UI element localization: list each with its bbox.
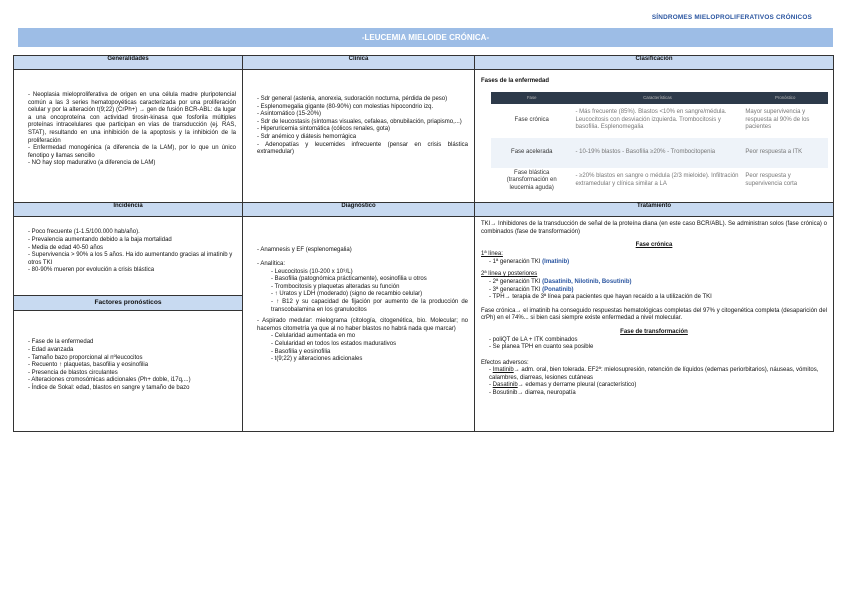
list-item <box>489 287 827 295</box>
fase-name: Fase acelerada <box>491 138 572 168</box>
list-item: - Hiperuricemia sintomática (cólicos renales, gota) <box>257 126 468 134</box>
drug-generation: 3ª generación TKI <box>492 286 541 293</box>
list-item: - Media de edad 40-50 años <box>28 245 236 253</box>
list-item: - ↑ B12 y su capacidad de fijación por aumento de la producción de transcobalamina en los granulocitos <box>271 299 468 314</box>
drug-generation: 1ª generación TKI <box>492 258 541 265</box>
fases-header: Características <box>572 92 742 104</box>
fases-table <box>491 92 828 195</box>
list-item: - Basofilia y eosinofilia <box>271 349 468 357</box>
list-item: - Anamnesis y EF (esplenomegalia) <box>257 247 468 255</box>
section-header-clasificacion: Clasificación <box>475 56 834 70</box>
analitica-label: Analítica: <box>260 260 286 267</box>
list-item <box>257 318 468 364</box>
list-item: - TPH→ terapia de 3ª línea para pacientes que hayan recaído a la utilización de TKI <box>489 294 827 302</box>
fase-caracteristicas: - Más frecuente (85%). Blastos <10% en sangre/médula. Leucocitosis con desviación izquierda. Trombocitosis y basofilia. Esplenomegalia <box>572 104 742 138</box>
list-item: - Leucocitosis (10-200 x 10⁹/L) <box>271 269 468 277</box>
main-grid <box>13 55 834 432</box>
tratamiento-cell <box>475 217 834 432</box>
list-item: - t(9;22) y alteraciones adicionales <box>271 356 468 364</box>
list-item: - Adenopatías y leucemides infrecuente (pensar en crisis blástica extramedular) <box>257 142 468 157</box>
list-item <box>489 279 827 287</box>
drug-name: (Imatinib) <box>542 258 570 265</box>
section-header-factores: Factores pronósticos <box>14 295 242 311</box>
list-item <box>489 382 827 390</box>
incidencia-cell <box>14 217 242 295</box>
page-title: -LEUCEMIA MIELOIDE CRÓNICA- <box>18 28 833 47</box>
list-item: - Alteraciones cromosómicas adicionales (Ph+ doble, i17q,...) <box>28 377 236 385</box>
clasificacion-subtitle: Fases de la enfermedad <box>481 78 550 84</box>
list-item <box>489 367 827 382</box>
list-item: - NO hay stop madurativo (a diferencia de LAM) <box>28 160 236 168</box>
clinica-cell <box>243 70 475 203</box>
list-item: - ↑ Uratos y LDH (moderado) (signo de recambio celular) <box>271 291 468 299</box>
list-item: - Índice de Sokal: edad, blastos en sangre y tamaño de bazo <box>28 385 236 393</box>
effect-text: → adm. oral, bien tolerada. EF2ª: mielosupresión, retención de líquidos (edemas periorbitarios), náuseas, vómitos, calambres, diarreas, lesiones cutáneas <box>489 367 819 381</box>
efectos-title: Efectos adversos: <box>481 359 529 366</box>
list-item <box>489 390 827 398</box>
fase-transformacion-title: Fase de transformación <box>620 328 688 335</box>
effect-text: → edemas y derrame pleural (característico) <box>517 382 637 389</box>
primera-linea-label: 1ª línea: <box>481 251 503 258</box>
segunda-linea-label: 2ª línea y posteriores <box>481 271 538 278</box>
tratamiento-intro: TKI→ Inhibidores de la transducción de señal de la proteína diana (en este caso BCR/ABL). Se administran solos (fase crónica) o combinados (fase de transformación) <box>481 221 827 235</box>
list-item: - Tamaño bazo proporcional al nºleucocitos <box>28 355 236 363</box>
fase-pronostico: Peor respuesta a ITK <box>742 138 828 168</box>
drug-name: Dasatinib <box>492 382 518 389</box>
section-header-tratamiento: Tratamiento <box>475 203 834 217</box>
effect-text: → diarrea, neuropatía <box>517 390 576 397</box>
fases-header: Fase <box>491 92 572 104</box>
list-item: - Asintomático (15-20%) <box>257 111 468 119</box>
list-item: - Celularidad en todos los estados madurativos <box>271 341 468 349</box>
fases-header: Pronóstico <box>742 92 828 104</box>
list-item: - Recuento ↑ plaquetas, basofilia y eosinofilia <box>28 362 236 370</box>
section-header-clinica: Clínica <box>243 56 475 70</box>
incidencia-column <box>14 217 243 432</box>
drug-generation: 2ª generación TKI <box>492 278 541 285</box>
list-item: - Fase de la enfermedad <box>28 339 236 347</box>
list-item: - Trombocitosis y plaquetas alteradas su función <box>271 284 468 292</box>
list-item: - 80-90% mueren por evolución a crisis blástica <box>28 267 236 275</box>
drug-name: Imatinib <box>492 367 514 374</box>
list-item: - Prevalencia aumentando debido a la baja mortalidad <box>28 237 236 245</box>
fase-caracteristicas: - 10-19% blastos - Basofilia ≥20% - Trombocitopenia <box>572 138 742 168</box>
drug-name: Bosutinib <box>492 390 518 397</box>
section-header-incidencia: Incidencia <box>14 203 243 217</box>
list-item: - Supervivencia > 90% a los 5 años. Ha ido aumentando gracias al imatinib y otros TKI <box>28 252 236 267</box>
fase-pronostico: Peor respuesta y supervivencia corta <box>742 168 828 195</box>
list-item: - poliQT de LA + ITK combinados <box>489 337 827 345</box>
list-item: - Enfermedad monogénica (a diferencia de la LAM), por lo que un único fenotipo y llamas sencillo <box>28 145 236 160</box>
fase-name: Fase blástica (transformación en leucemia aguda) <box>491 168 572 195</box>
list-item: - Sdr general (astenia, anorexia, sudoración nocturna, pérdida de peso) <box>257 96 468 104</box>
aspirado-label: Aspirado medular: mielograma (citología, citogenética, bio. Molecular; no hacemos citometría ya que al no haber blastos no habrá nada que marcar) <box>257 318 468 332</box>
list-item: - Basofilia (patognómica prácticamente), eosinofilia u otros <box>271 276 468 284</box>
factores-cell <box>14 311 242 396</box>
list-item <box>489 259 827 267</box>
fase-pronostico: Mayor supervivencia y respuesta al 90% de los pacientes <box>742 104 828 138</box>
fase-caracteristicas: - ≥20% blastos en sangre o médula (2/3 mieloide). Infiltración extramedular y clínica similar a LA <box>572 168 742 195</box>
section-header-diagnostico: Diagnóstico <box>243 203 475 217</box>
list-item: - Se planea TPH en cuanto sea posible <box>489 344 827 352</box>
list-item: - Poco frecuente (1-1.5/100.000 hab/año). <box>28 229 236 237</box>
list-item: - Esplenomegalia gigante (80-90%) con molestias hipocondrio izq. <box>257 104 468 112</box>
generalidades-cell <box>14 70 243 203</box>
list-item <box>257 261 468 314</box>
list-item: - Edad avanzada <box>28 347 236 355</box>
drug-name: (Ponatinib) <box>542 286 574 293</box>
diagnostico-cell <box>243 217 475 432</box>
respuesta-text: Fase crónica→ el imatinib ha conseguido respuestas hematológicas completas del 97% y citogenética completa (desaparición del crPh) en el 74%... si bien casi siempre existe enfermedad a nivel molecular. <box>481 307 827 322</box>
list-item: - Sdr anémico y diátesis hemorrágica <box>257 134 468 142</box>
chapter-header: SÍNDROMES MIELOPROLIFERATIVOS CRÓNICOS <box>651 14 812 21</box>
fase-name: Fase crónica <box>491 104 572 138</box>
section-header-generalidades: Generalidades <box>14 56 243 70</box>
list-item: - Presencia de blastos circulantes <box>28 370 236 378</box>
list-item: - Celularidad aumentada en mo <box>271 333 468 341</box>
fase-cronica-title: Fase crónica <box>635 241 673 248</box>
clasificacion-cell <box>475 70 834 203</box>
list-item: - Neoplasia mieloproliferativa de origen en una célula madre pluripotencial común a las 3 series hematopoyéticas caracterizada por una proliferación celular y por la alteración t(9;22) (CrPh+) → gen de fusión BCR-ABL: da lugar a una oncoproteína con actividad tirosin-kinasa que fosforila múltiples proteínas intracelulares que participan en vías de transducción (ej. RAS, STAT), resultando en una inhibición de la apoptosis y la inhibición de la proliferación <box>28 92 236 145</box>
list-item: - Sdr de leucostasis (síntomas visuales, cefaleas, obnubilación, priapismo,...) <box>257 119 468 127</box>
drug-name: (Dasatinib, Nilotinib, Bosutinib) <box>542 278 632 285</box>
